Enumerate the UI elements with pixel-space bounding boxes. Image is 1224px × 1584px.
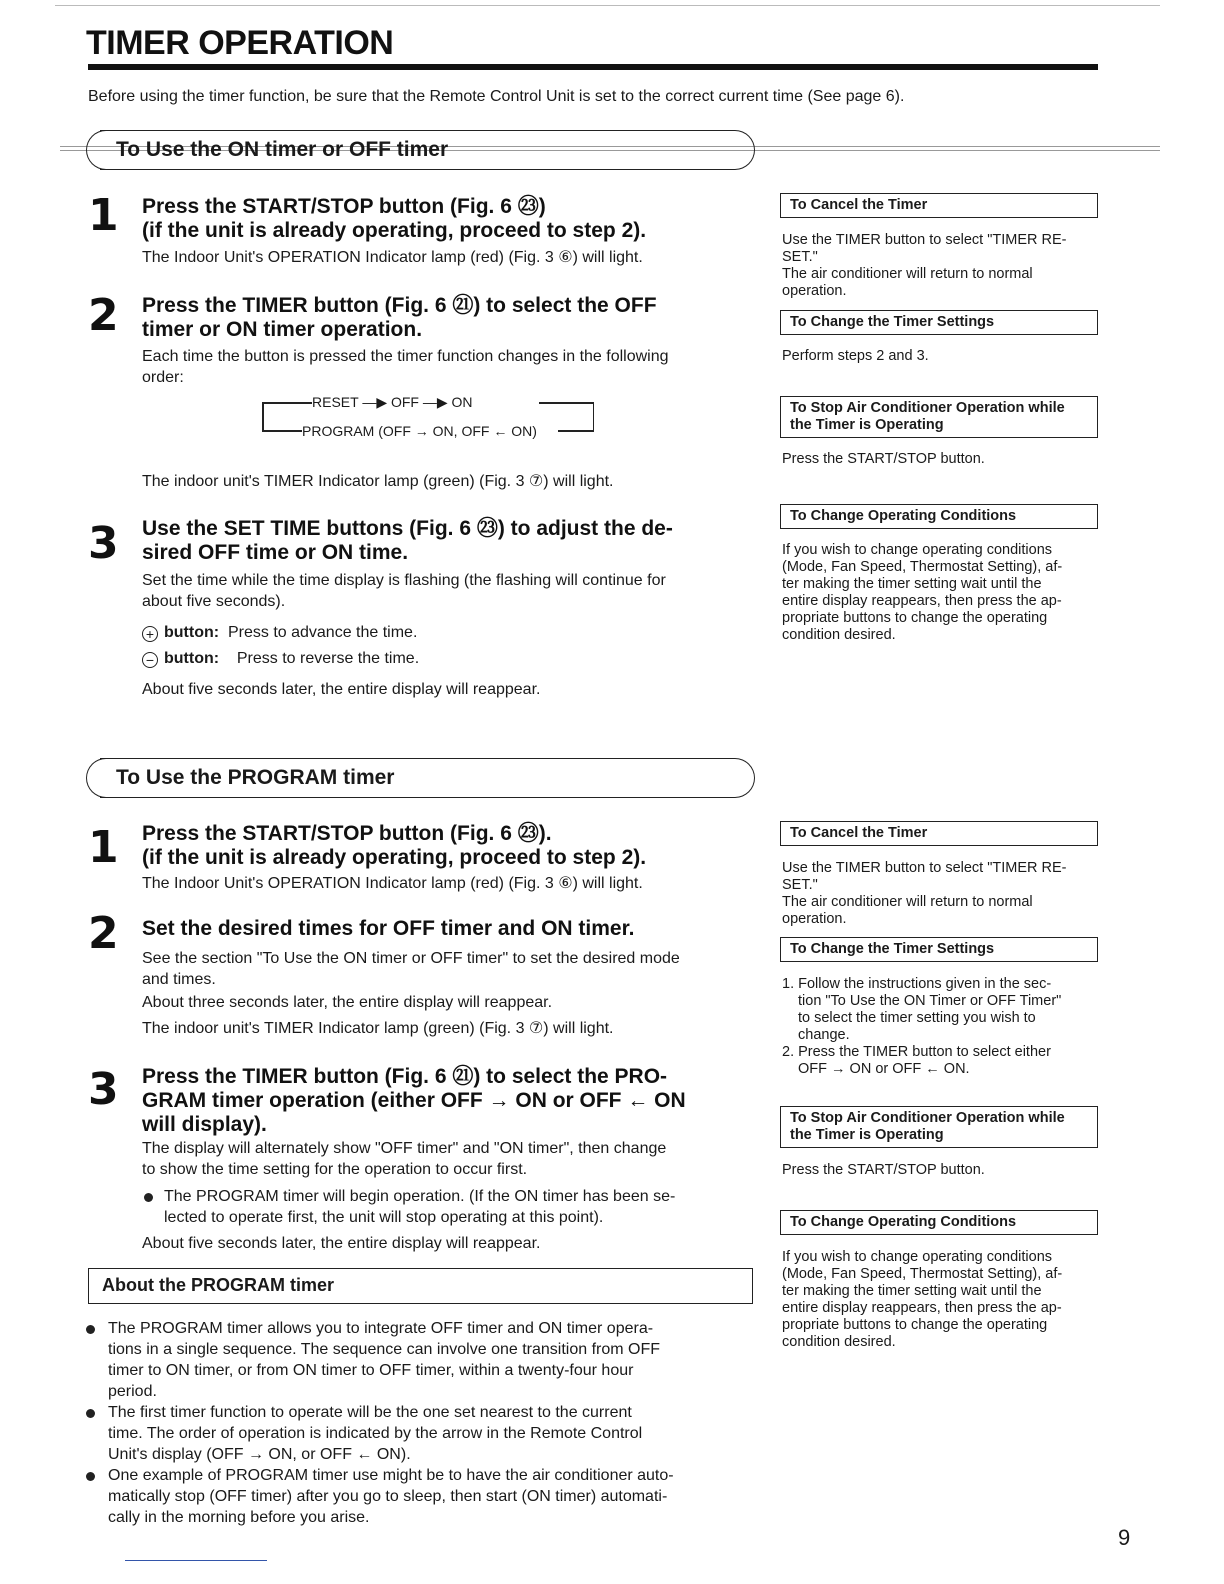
bullet-icon [86, 1409, 95, 1418]
step-number: 3 [88, 518, 119, 569]
step-body: Each time the button is pressed the timer function changes in the following order: [142, 348, 669, 386]
side-change-text: Perform steps 2 and 3. [782, 348, 929, 364]
step-body: The display will alternately show "OFF timer" and "ON timer", then change to show the time setting for the operation to occur first. [142, 1140, 667, 1178]
bullet-icon [86, 1325, 95, 1334]
minus-button-row: − button: Press to reverse the time. [142, 648, 419, 669]
step-heading: Press the TIMER button (Fig. 6 ㉑) to select the PRO- GRAM timer operation (either OFF → ON or OFF ← ON will display). [142, 1065, 686, 1136]
intro-text: Before using the timer function, be sure that the Remote Control Unit is set to the correct current time (See page 6). [88, 88, 905, 105]
step-number: 1 [88, 190, 119, 241]
side-box-change: To Change the Timer Settings [780, 937, 1098, 962]
about-bullet: The first timer function to operate will be the one set nearest to the current time. The order of operation is indicated by the arrow in the Remote Control Unit's display (OFF → ON, or OFF ← ON). [108, 1402, 642, 1465]
side-box-change: To Change the Timer Settings [780, 310, 1098, 335]
step-body: Set the time while the time display is flashing (the flashing will continue for about five seconds). [142, 572, 666, 610]
reappear-text: About five seconds later, the entire display will reappear. [142, 681, 541, 698]
timer-cycle-diagram [262, 394, 594, 439]
side-box-conditions: To Change Operating Conditions [780, 504, 1098, 529]
side-box-conditions: To Change Operating Conditions [780, 1210, 1098, 1235]
about-bullet: The PROGRAM timer allows you to integrate OFF timer and ON timer opera- tions in a single sequence. The sequence can involve one transition from OFF timer to ON timer, or from ON timer to OFF timer, within a twenty-four hour period. [108, 1318, 660, 1402]
step-number: 2 [88, 290, 119, 341]
step-heading: Press the START/STOP button (Fig. 6 ㉓). (if the unit is already operating, proceed to step 2). [142, 822, 647, 869]
side-box-cancel: To Cancel the Timer [780, 821, 1098, 846]
side-conditions-text: If you wish to change operating conditions (Mode, Fan Speed, Thermostat Setting), af- ter making the timer setting wait until the entire display reappears, then press the ap- propriate buttons to change the operating condition desired. [782, 1249, 1063, 1350]
step-number: 1 [88, 822, 119, 873]
bullet-icon [86, 1472, 95, 1481]
side-change-list: 1. Follow the instructions given in the sec- tion "To Use the ON Timer or OFF Timer" to select the timer setting you wish to change. 2. Press the TIMER button to select either OFF → ON or OFF ← ON. [782, 976, 1062, 1077]
side-box-cancel: To Cancel the Timer [780, 193, 1098, 218]
step-bullet: The PROGRAM timer will begin operation. (If the ON timer has been se- lected to operate first, the unit will stop operating at this point). [164, 1186, 675, 1228]
step-heading: Press the START/STOP button (Fig. 6 ㉓) (if the unit is already operating, proceed to step 2). [142, 195, 647, 242]
step-body: The Indoor Unit's OPERATION Indicator lamp (red) (Fig. 3 ⑥) will light. [142, 249, 643, 266]
footer-rule [125, 1560, 267, 1561]
step-number: 3 [88, 1064, 119, 1115]
page-number: 9 [1118, 1525, 1131, 1550]
top-rule [55, 5, 1160, 6]
bullet-icon [144, 1193, 153, 1202]
page-title: TIMER OPERATION [86, 24, 394, 62]
section2-heading: To Use the PROGRAM timer [100, 758, 755, 798]
step-heading: Press the TIMER button (Fig. 6 ㉑) to select the OFF timer or ON timer operation. [142, 294, 657, 341]
plus-icon: + [142, 626, 158, 642]
title-underline [88, 64, 1098, 70]
side-box-stop: To Stop Air Conditioner Operation while the Timer is Operating [780, 396, 1098, 438]
plus-button-row: + button: Press to advance the time. [142, 622, 417, 643]
step-body: The Indoor Unit's OPERATION Indicator lamp (red) (Fig. 3 ⑥) will light. [142, 875, 643, 892]
green-lamp-text: The indoor unit's TIMER Indicator lamp (green) (Fig. 3 ⑦) will light. [142, 473, 614, 490]
step-heading: Use the SET TIME buttons (Fig. 6 ㉓) to adjust the de- sired OFF time or ON time. [142, 517, 673, 564]
cycle-top: RESET —▶ OFF —▶ ON [312, 394, 473, 410]
side-cancel-text: Use the TIMER button to select "TIMER RE- SET." The air conditioner will return to normal operation. [782, 232, 1067, 299]
section1-heading: To Use the ON timer or OFF timer [100, 130, 755, 170]
side-conditions-text: If you wish to change operating conditions (Mode, Fan Speed, Thermostat Setting), af- ter making the timer setting wait until the entire display reappears, then press the ap- propriate buttons to change the operating condition desired. [782, 542, 1063, 643]
about-heading: About the PROGRAM timer [88, 1268, 753, 1304]
step-number: 2 [88, 908, 119, 959]
minus-icon: − [142, 652, 158, 668]
side-stop-text: Press the START/STOP button. [782, 1162, 985, 1178]
about-bullet: One example of PROGRAM timer use might be to have the air conditioner auto- matically stop (OFF timer) after you go to sleep, then start (ON timer) automati- cally in the morning before you arise. [108, 1465, 674, 1528]
side-box-stop: To Stop Air Conditioner Operation while the Timer is Operating [780, 1106, 1098, 1148]
reappear-text: About five seconds later, the entire display will reappear. [142, 1235, 541, 1252]
step-body: See the section "To Use the ON timer or OFF timer" to set the desired mode and times. About three seconds later, the entire display will reappear. The indoor unit's TIMER Indicator lamp (green) (Fig. 3 ⑦) will light. [142, 950, 680, 1037]
cycle-bottom: PROGRAM (OFF → ON, OFF ← ON) [302, 423, 537, 439]
step-heading: Set the desired times for OFF timer and ON timer. [142, 917, 635, 940]
side-cancel-text: Use the TIMER button to select "TIMER RE- SET." The air conditioner will return to normal operation. [782, 860, 1067, 927]
side-stop-text: Press the START/STOP button. [782, 451, 985, 467]
